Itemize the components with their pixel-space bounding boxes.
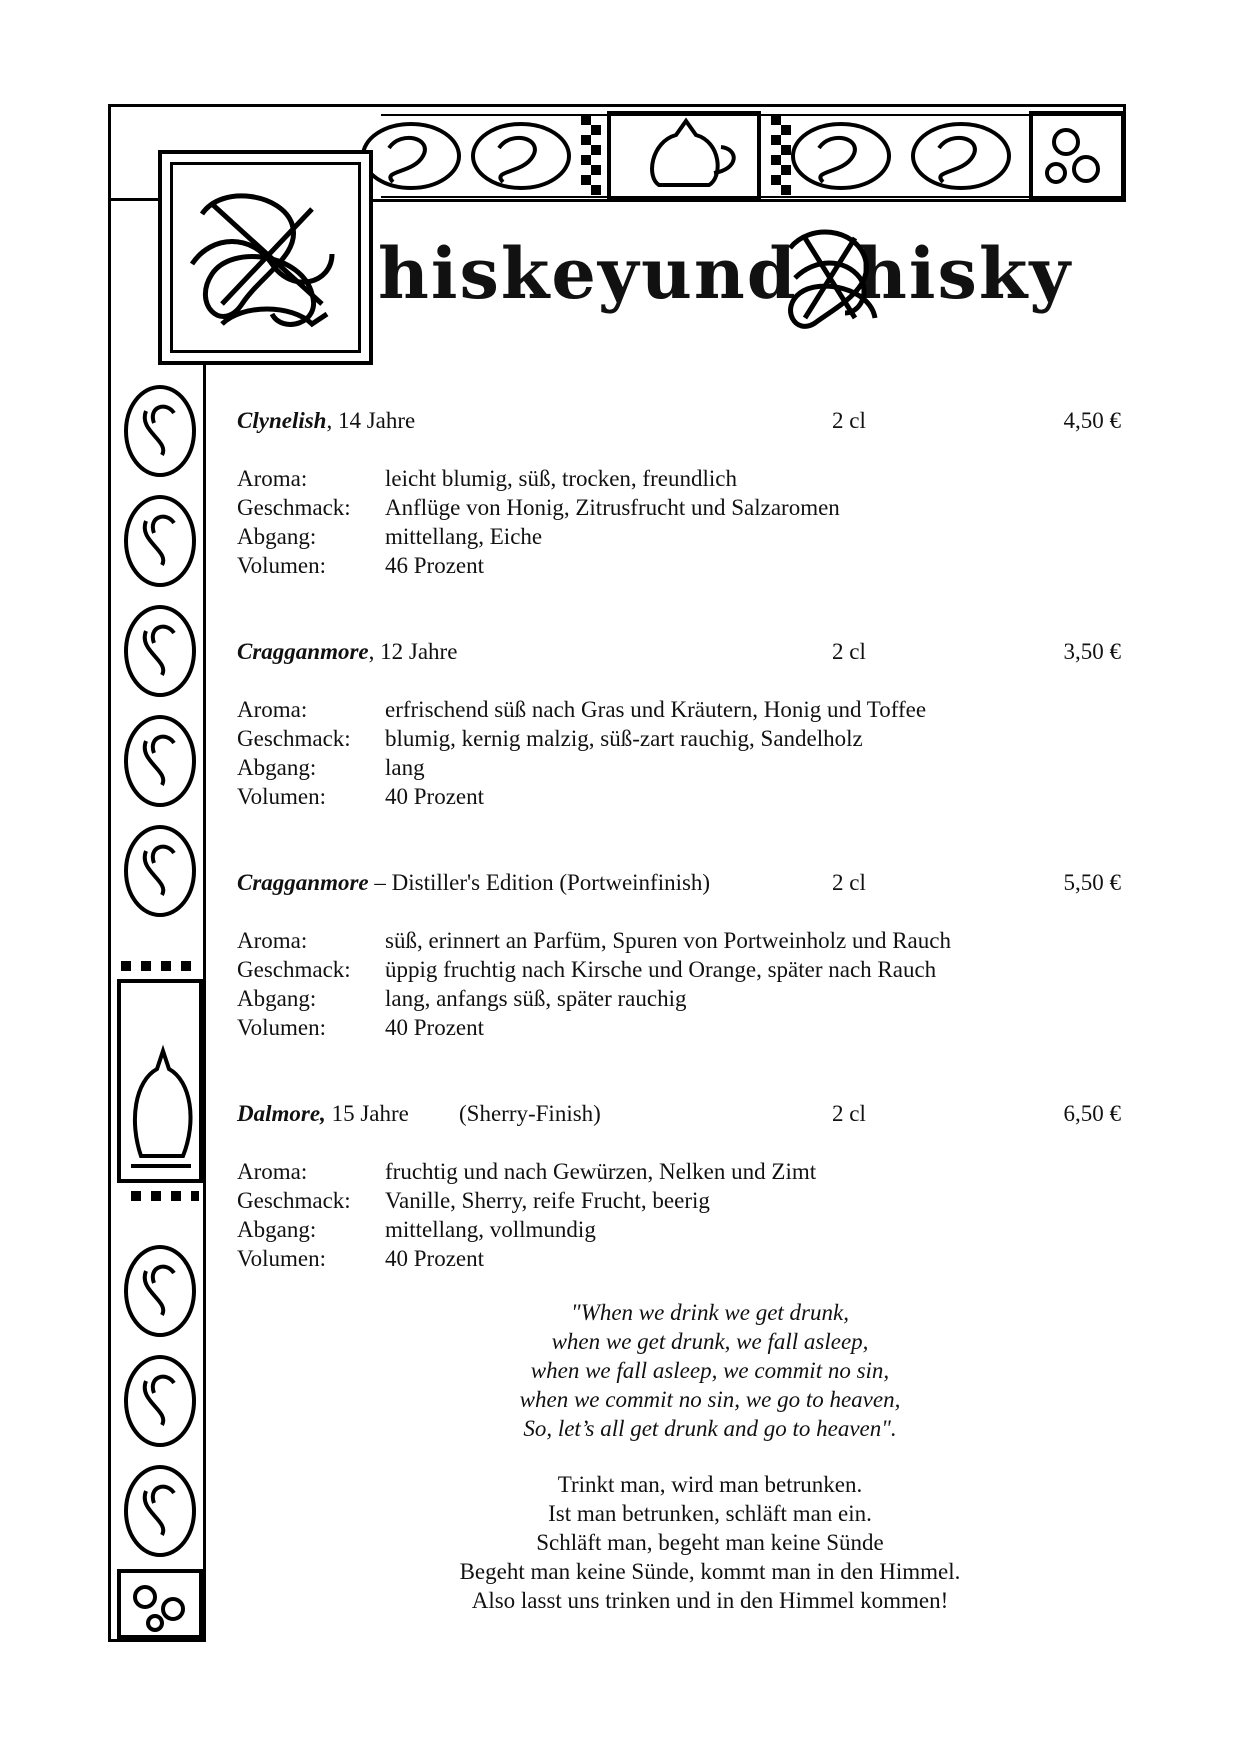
entry-name: [237, 408, 415, 434]
entry-price: 4,50 €: [1063, 408, 1121, 433]
entry-name: [237, 870, 710, 896]
note-value: lang, anfangs süß, später rauchig: [385, 986, 687, 1011]
note-label: Volumen:: [237, 1015, 327, 1040]
note-row: [237, 984, 1127, 1013]
note-label: Aroma:: [237, 697, 308, 722]
tasting-notes: [237, 695, 1127, 811]
note-label: Volumen:: [237, 784, 327, 809]
note-row: [237, 551, 1127, 580]
note-value: süß, erinnert an Parfüm, Spuren von Portweinholz und Rauch: [385, 928, 951, 953]
note-row: [237, 493, 1127, 522]
note-label: Geschmack:: [237, 1188, 351, 1213]
entry-size: 2 cl: [832, 1101, 866, 1126]
tasting-notes: [237, 1157, 1127, 1273]
whisky-entry-clynelish: [237, 408, 1127, 580]
note-label: Volumen:: [237, 1246, 327, 1271]
note-value: mittellang, Eiche: [385, 524, 543, 549]
entry-price: 5,50 €: [1063, 870, 1121, 895]
whisky-name: Dalmore,: [237, 1101, 326, 1126]
note-value: 40 Prozent: [385, 1246, 485, 1271]
initial-w-frame: [158, 150, 373, 365]
title-word-2: und: [641, 232, 798, 315]
note-row: [237, 1186, 1127, 1215]
note-label: Volumen:: [237, 553, 327, 578]
entry-header: [237, 870, 1127, 902]
left-border-ornament: [108, 198, 206, 1642]
note-label: Aroma:: [237, 466, 308, 491]
entry-price: 3,50 €: [1063, 639, 1121, 664]
quote-english: [400, 1298, 1020, 1443]
note-label: Abgang:: [237, 1217, 317, 1242]
celtic-knot-w-icon: [775, 218, 885, 336]
quote-line: when we commit no sin, we go to heaven,: [519, 1387, 901, 1412]
quote-line: "When we drink we get drunk,: [571, 1300, 849, 1325]
note-value: 40 Prozent: [385, 1015, 485, 1040]
note-row: [237, 1013, 1127, 1042]
quote-line: when we fall asleep, we commit no sin,: [530, 1358, 890, 1383]
whisky-entry-cragganmore-distillers-edition: [237, 870, 1127, 1042]
note-label: Abgang:: [237, 524, 317, 549]
note-row: [237, 753, 1127, 782]
quote-german: [400, 1470, 1020, 1615]
entry-name: [237, 639, 457, 665]
entry-name: [237, 1101, 409, 1127]
note-value: mittellang, vollmundig: [385, 1217, 596, 1242]
note-value: Vanille, Sherry, reife Frucht, beerig: [385, 1188, 710, 1213]
note-value: leicht blumig, süß, trocken, freundlich: [385, 466, 737, 491]
entry-price: 6,50 €: [1063, 1101, 1121, 1126]
quote-line: Begeht man keine Sünde, kommt man in den Himmel.: [459, 1559, 961, 1584]
note-label: Geschmack:: [237, 957, 351, 982]
note-value: fruchtig und nach Gewürzen, Nelken und Zimt: [385, 1159, 817, 1184]
note-row: [237, 955, 1127, 984]
note-value: 46 Prozent: [385, 553, 485, 578]
tasting-notes: [237, 926, 1127, 1042]
note-label: Geschmack:: [237, 726, 351, 751]
whisky-name: Cragganmore: [237, 639, 369, 664]
note-value: erfrischend süß nach Gras und Kräutern, Honig und Toffee: [385, 697, 927, 722]
note-label: Aroma:: [237, 928, 308, 953]
note-row: [237, 724, 1127, 753]
celtic-border-left-icon: [111, 201, 209, 1645]
note-label: Geschmack:: [237, 495, 351, 520]
entry-size: 2 cl: [832, 408, 866, 433]
note-value: blumig, kernig malzig, süß-zart rauchig, Sandelholz: [385, 726, 863, 751]
whisky-edition: – Distiller's Edition (Portweinfinish): [368, 870, 711, 895]
note-row: [237, 464, 1127, 493]
whisky-age: , 14 Jahre: [326, 408, 416, 433]
entry-size: 2 cl: [832, 639, 866, 664]
note-value: üppig fruchtig nach Kirsche und Orange, später nach Rauch: [385, 957, 937, 982]
quote-line: Trinkt man, wird man betrunken.: [557, 1472, 863, 1497]
note-row: [237, 1244, 1127, 1273]
initial-w-knot-ornament: [775, 218, 885, 336]
whisky-entry-dalmore: [237, 1101, 1127, 1273]
whisky-age: 15 Jahre: [325, 1101, 409, 1126]
title-word-1: hiskey: [378, 232, 641, 315]
entry-finish: (Sherry-Finish): [459, 1101, 601, 1126]
note-label: Aroma:: [237, 1159, 308, 1184]
entry-header: [237, 639, 1127, 671]
quote-line: Ist man betrunken, schläft man ein.: [548, 1501, 872, 1526]
note-value: 40 Prozent: [385, 784, 485, 809]
celtic-knot-initial-icon: [162, 154, 369, 361]
whisky-name: Cragganmore: [237, 870, 369, 895]
note-row: [237, 926, 1127, 955]
note-row: [237, 695, 1127, 724]
note-row: [237, 522, 1127, 551]
tasting-notes: [237, 464, 1127, 580]
note-row: [237, 782, 1127, 811]
note-label: Abgang:: [237, 755, 317, 780]
whisky-age: , 12 Jahre: [368, 639, 458, 664]
note-row: [237, 1215, 1127, 1244]
whisky-entry-cragganmore-12: [237, 639, 1127, 811]
entry-header: [237, 1101, 1127, 1133]
note-value: lang: [385, 755, 425, 780]
note-row: [237, 1157, 1127, 1186]
entry-size: 2 cl: [832, 870, 866, 895]
quote-line: when we get drunk, we fall asleep,: [551, 1329, 869, 1354]
quote-line: Schläft man, begeht man keine Sünde: [536, 1530, 884, 1555]
note-value: Anflüge von Honig, Zitrusfrucht und Salzaromen: [385, 495, 840, 520]
whisky-name: Clynelish: [237, 408, 327, 433]
title-word-3: hisky: [856, 232, 1073, 315]
entry-header: [237, 408, 1127, 440]
quote-line: So, let’s all get drunk and go to heaven".: [523, 1416, 897, 1441]
note-label: Abgang:: [237, 986, 317, 1011]
quote-line: Also lasst uns trinken und in den Himmel kommen!: [471, 1588, 949, 1613]
